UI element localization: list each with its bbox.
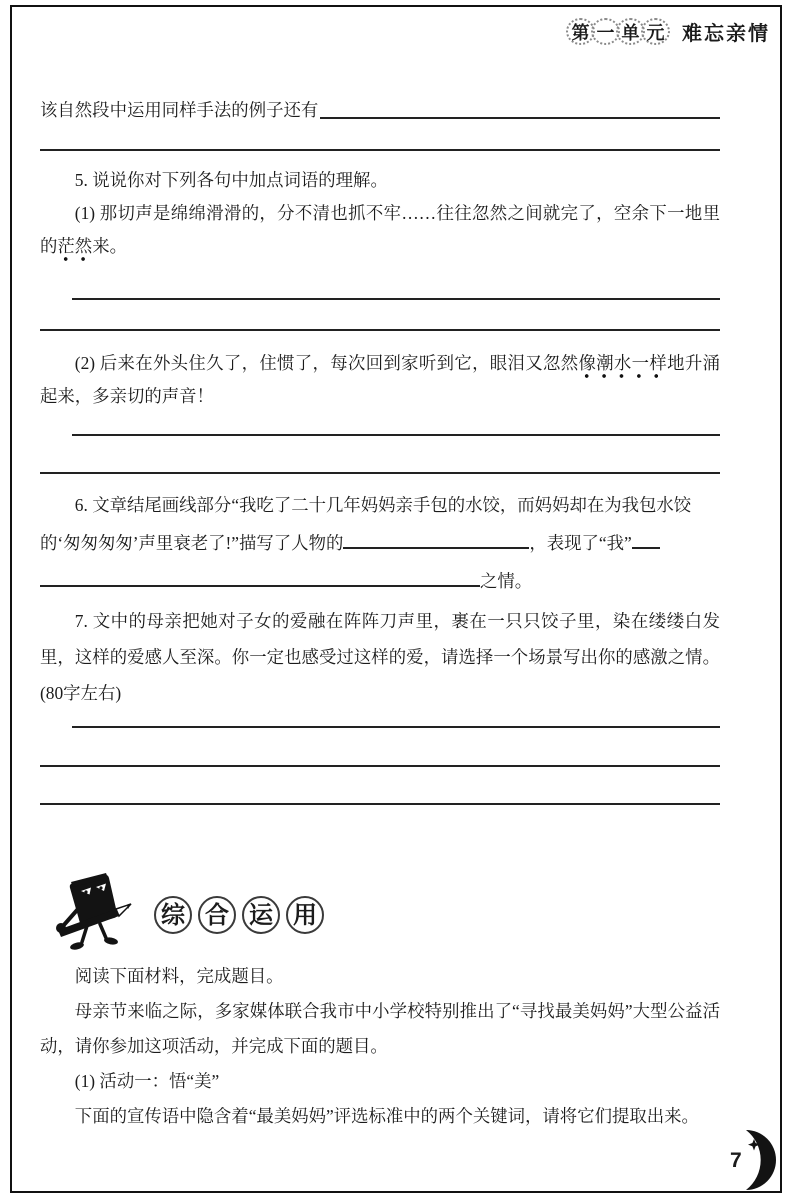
writing-line xyxy=(72,434,720,436)
item-2-emphasized-word: 像潮水一样 xyxy=(578,353,667,379)
question-5-item-2 xyxy=(40,347,720,413)
answer-blank-underline xyxy=(320,117,720,119)
question-7: 7. 文中的母亲把她对子女的爱融在阵阵刀声里，裹在一只只饺子里，染在缕缕白发里，这样的爱感人至深。你一定也感受过这样的爱，请选择一个场景写出你的感激之情。(80字左右) xyxy=(40,611,720,703)
unit-badge-char: 一 xyxy=(591,18,620,45)
section-header-comprehensive-application xyxy=(40,867,720,959)
writing-line xyxy=(72,726,720,728)
writing-line xyxy=(40,765,720,767)
item-1-text: (1) 那切声是绵绵滑滑的，分不清也抓不牢……往往忽然之间就完了，空余下一地里的 xyxy=(40,203,720,256)
page-number: 7 xyxy=(730,1149,742,1172)
section-badge-char: 综 xyxy=(154,896,192,934)
writing-line xyxy=(40,149,720,151)
question-6 xyxy=(40,486,720,600)
unit-badge-char: 单 xyxy=(616,18,645,45)
page-number-area xyxy=(710,1127,782,1195)
activity-task-1-label: (1) 活动一：悟“美” xyxy=(74,1071,220,1091)
unit-badge-char: 元 xyxy=(641,18,670,45)
writing-line xyxy=(40,472,720,474)
question-6-text-end: 之情。 xyxy=(480,571,533,591)
section-badge-char: 用 xyxy=(286,896,324,934)
writing-line xyxy=(40,329,720,331)
ink-block-mascot-icon xyxy=(40,869,140,957)
item-2-text-end: 地升涌起来，多亲切的声音！ xyxy=(40,353,720,406)
question-6-text: 的‘匆匆匆匆’声里衰老了!”描写了人物的 xyxy=(40,533,344,553)
question-5-stem: 5. 说说你对下列各句中加点词语的理解。 xyxy=(74,170,388,190)
answer-blank-underline xyxy=(632,535,660,549)
writing-line xyxy=(40,803,720,805)
section-badge-char: 运 xyxy=(242,896,280,934)
question-6-line-1: 6. 文章结尾画线部分“我吃了二十几年妈妈亲手包的水饺，而妈妈却在为我包水饺 xyxy=(74,495,692,515)
question-5-item-1 xyxy=(40,197,720,263)
answer-blank-underline xyxy=(343,535,529,549)
question-4-tail xyxy=(40,91,720,121)
unit-badge-char: 第 xyxy=(566,18,595,45)
item-1-text-end: 来。 xyxy=(92,236,127,256)
item-2-text: (2) 后来在外头住久了，住惯了，每次回到家听到它，眼泪又忽然 xyxy=(74,353,579,373)
unit-title: 难忘亲情 xyxy=(682,23,770,45)
section-badge-char: 合 xyxy=(198,896,236,934)
item-1-emphasized-word: 茫然 xyxy=(57,236,92,262)
activity-block xyxy=(40,959,720,1134)
question-6-text: ，表现了“我” xyxy=(529,533,632,553)
question-6-line-3 xyxy=(40,562,720,600)
page-content xyxy=(40,7,720,1134)
writing-line xyxy=(72,298,720,300)
question-6-line-2 xyxy=(40,524,720,562)
crescent-moon-icon xyxy=(710,1127,782,1195)
activity-intro: 阅读下面材料，完成题目。 xyxy=(74,966,284,986)
page-frame xyxy=(10,5,782,1193)
answer-blank-underline xyxy=(40,573,480,587)
activity-task-1-text: 下面的宣传语中隐含着“最美妈妈”评选标准中的两个关键词，请将它们提取出来。 xyxy=(74,1106,699,1126)
question-4-tail-text: 该自然段中运用同样手法的例子还有 xyxy=(40,100,319,120)
activity-material: 母亲节来临之际，多家媒体联合我市中小学校特别推出了“寻找最美妈妈”大型公益活动，请你参加这项活动，并完成下面的题目。 xyxy=(40,1001,720,1056)
section-badge xyxy=(154,896,326,934)
